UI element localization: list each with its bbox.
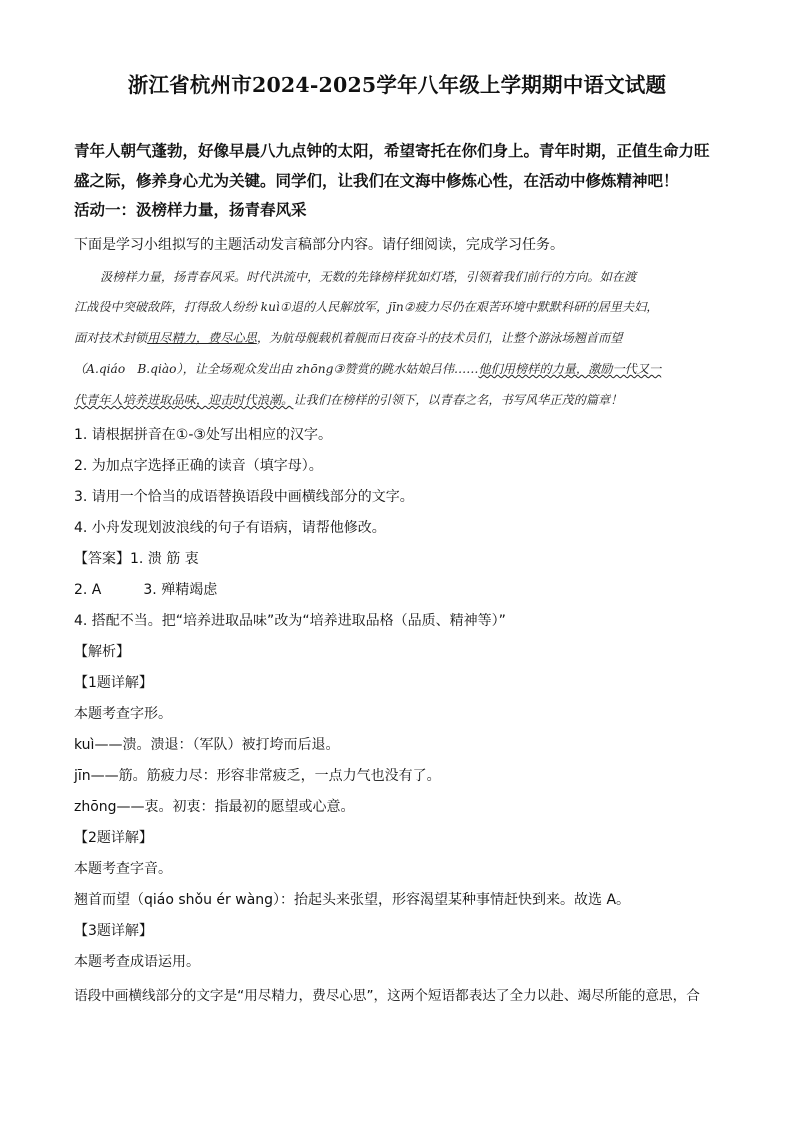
question-1: 1. 请根据拼音在①-③处写出相应的汉字。	[74, 427, 332, 443]
passage-line-4	[74, 360, 724, 377]
activity-heading: 活动一：汲榜样力量，扬青春风采	[74, 200, 307, 219]
answer-label: 【答案】	[74, 551, 130, 567]
passage-line-4-a: （A.qiáo B.qiào），让全场观众发出由 zhōng③赞赏的跳水姑娘吕伟……	[74, 362, 479, 376]
q1-detail-line: 本题考查字形。	[74, 706, 172, 722]
wavy-sentence-part-2: 代青年人培养进取品味，迎击时代浪潮。	[74, 393, 294, 407]
q1-detail-line: zhōng——衷。初衷：指最初的愿望或心意。	[74, 799, 355, 815]
q3-detail-line: 语段中画横线部分的文字是“用尽精力，费尽心思”，这两个短语都表达了全力以赴、竭尽所能的意思，合	[74, 988, 700, 1004]
answer-2: 2. A	[74, 582, 102, 598]
q2-detail-line: 翘首而望（qiáo shǒu ér wàng）：抬起头来张望，形容渴望某种事情赶快到来。故选 A。	[74, 892, 631, 908]
passage-line-5-b: 让我们在榜样的引领下，以青春之名，书写风华正茂的篇章！	[293, 393, 623, 407]
q1-detail-label: 【1题详解】	[74, 675, 153, 691]
task-intro: 下面是学习小组拟写的主题活动发言稿部分内容。请仔细阅读，完成学习任务。	[74, 237, 564, 253]
passage-line-1: 汲榜样力量，扬青春风采。时代洪流中，无数的先锋榜样犹如灯塔，引领着我们前行的方向。如在渡	[100, 270, 637, 284]
passage-line-2: 江战役中突破敌阵，打得敌人纷纷 kuì①退的人民解放军，jīn②疲力尽仍在艰苦环境中默默科研的居里夫妇，	[74, 300, 659, 314]
passage-line-3-a: 面对技术封锁	[74, 331, 148, 345]
answer-1: 1. 溃 筋 衷	[130, 551, 199, 567]
q3-detail-line: 本题考查成语运用。	[74, 954, 200, 970]
q2-detail-line: 本题考查字音。	[74, 861, 172, 877]
question-4: 4. 小舟发现划波浪线的句子有语病，请帮他修改。	[74, 520, 386, 536]
answer-3: 3. 殚精竭虑	[143, 582, 218, 598]
answer-4: 4. 搭配不当。把“培养进取品味”改为“培养进取品格（品质、精神等）”	[74, 613, 506, 629]
wavy-sentence-part-1: 他们用榜样的力量，激励一代又一	[478, 362, 662, 376]
q3-detail-label: 【3题详解】	[74, 923, 153, 939]
answer-line-2	[74, 579, 217, 599]
analysis-label: 【解析】	[74, 644, 130, 660]
passage-line-5	[74, 391, 724, 408]
question-2: 2. 为加点字选择正确的读音（填字母）。	[74, 458, 323, 474]
document-title: 浙江省杭州市2024-2025学年八年级上学期期中语文试题	[127, 73, 667, 97]
passage-line-3	[74, 329, 724, 346]
underlined-phrase: 用尽精力，费尽心思	[147, 331, 257, 345]
question-3: 3. 请用一个恰当的成语替换语段中画横线部分的文字。	[74, 489, 414, 505]
passage-line-3-b: ，为航母舰载机着舰而日夜奋斗的技术员们，让整个游泳场翘首而望	[256, 331, 623, 345]
q1-detail-line: kuì——溃。溃退：（军队）被打垮而后退。	[74, 737, 340, 753]
q2-detail-label: 【2题详解】	[74, 830, 153, 846]
q1-detail-line: jīn——筋。筋疲力尽：形容非常疲乏，一点力气也没有了。	[74, 768, 441, 784]
answer-line-1	[74, 548, 199, 568]
intro-paragraph: 青年人朝气蓬勃，好像早晨八九点钟的太阳，希望寄托在你们身上。青年时期，正值生命力旺盛之际，修养身心尤为关键。同学们，让我们在文海中修炼心性，在活动中修炼精神吧！	[74, 141, 710, 190]
